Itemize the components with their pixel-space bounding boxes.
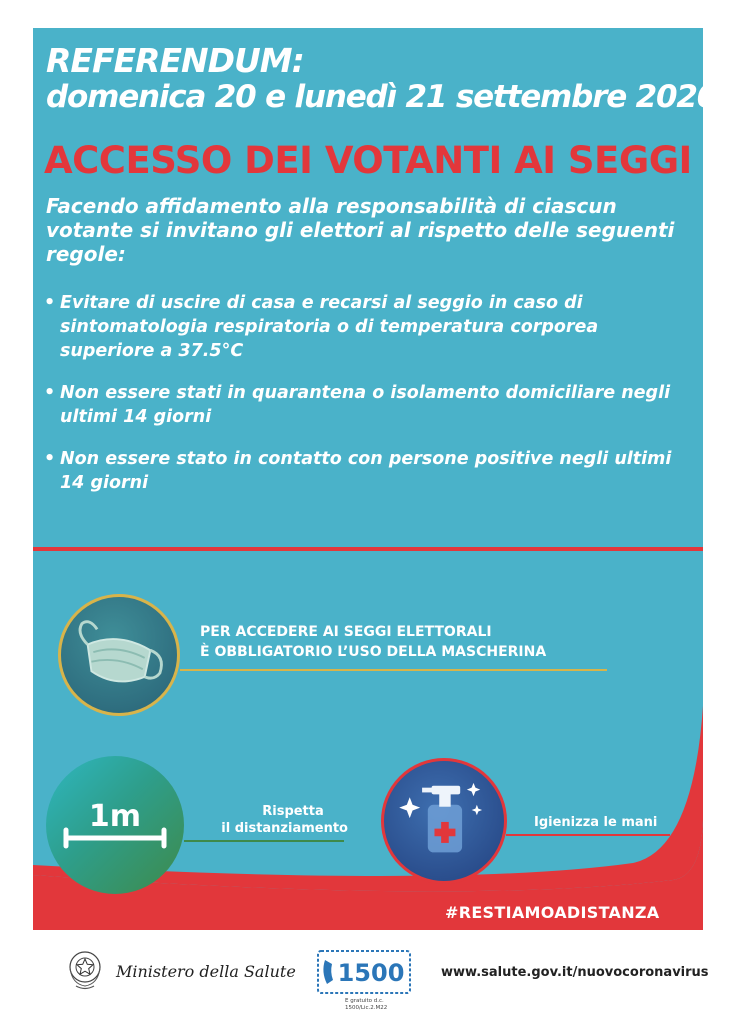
distance-badge: 1m <box>88 799 142 834</box>
ministry-name: Ministero della Salute <box>116 962 296 981</box>
divider <box>33 547 703 551</box>
face-mask-icon <box>61 597 177 713</box>
distance-circle <box>46 756 184 894</box>
mask-circle <box>58 594 180 716</box>
mask-line-1: PER ACCEDERE AI SEGGI ELETTORALI <box>200 624 492 640</box>
referendum-title: REFERENDUM: <box>46 41 304 80</box>
small-line-2: 1500/Lic.2.M22 <box>345 1005 388 1011</box>
website-link[interactable]: www.salute.gov.it/nuovocoronavirus <box>441 965 709 980</box>
list-item: • Non essere stato in contatto con persone positive negli ultimi 14 giorni <box>44 447 684 495</box>
mask-underline <box>180 669 607 671</box>
list-item: • Non essere stati in quarantena o isolamento domiciliare negli ultimi 14 giorni <box>44 381 684 429</box>
mask-line-2: È OBBLIGATORIO L’USO DELLA MASCHERINA <box>200 644 547 660</box>
hands-underline <box>506 834 670 836</box>
hashtag: #RESTIAMOADISTANZA <box>445 903 660 922</box>
page-title: ACCESSO DEI VOTANTI AI SEGGI <box>44 139 692 182</box>
distance-message <box>218 803 348 837</box>
small-line-1: E gratuito d.c. <box>345 998 384 1004</box>
referendum-dates: domenica 20 e lunedì 21 settembre 2020 <box>46 79 718 115</box>
distance-line-1: Rispetta <box>262 804 324 819</box>
distance-underline <box>184 840 344 842</box>
hands-circle <box>381 758 507 884</box>
mask-message <box>200 622 546 662</box>
phone-small-print <box>345 998 387 1012</box>
phone-1500-logo <box>317 950 411 994</box>
phone-number: 1500 <box>337 959 405 987</box>
list-item: • Evitare di uscire di casa e recarsi al seggio in caso di sintomatologia respiratoria o di temperatura corporea superiore a 37.5°C <box>44 291 684 363</box>
hand-sanitizer-icon <box>384 761 504 881</box>
distance-icon <box>46 756 184 894</box>
hands-message: Igienizza le mani <box>534 815 658 830</box>
rules-list <box>44 291 684 513</box>
republic-emblem-icon <box>66 946 104 992</box>
intro-text: Facendo affidamento alla responsabilità di ciascun votante si invitano gli elettori al rispetto delle seguenti regole: <box>46 194 675 266</box>
distance-line-2: il distanziamento <box>221 821 348 836</box>
